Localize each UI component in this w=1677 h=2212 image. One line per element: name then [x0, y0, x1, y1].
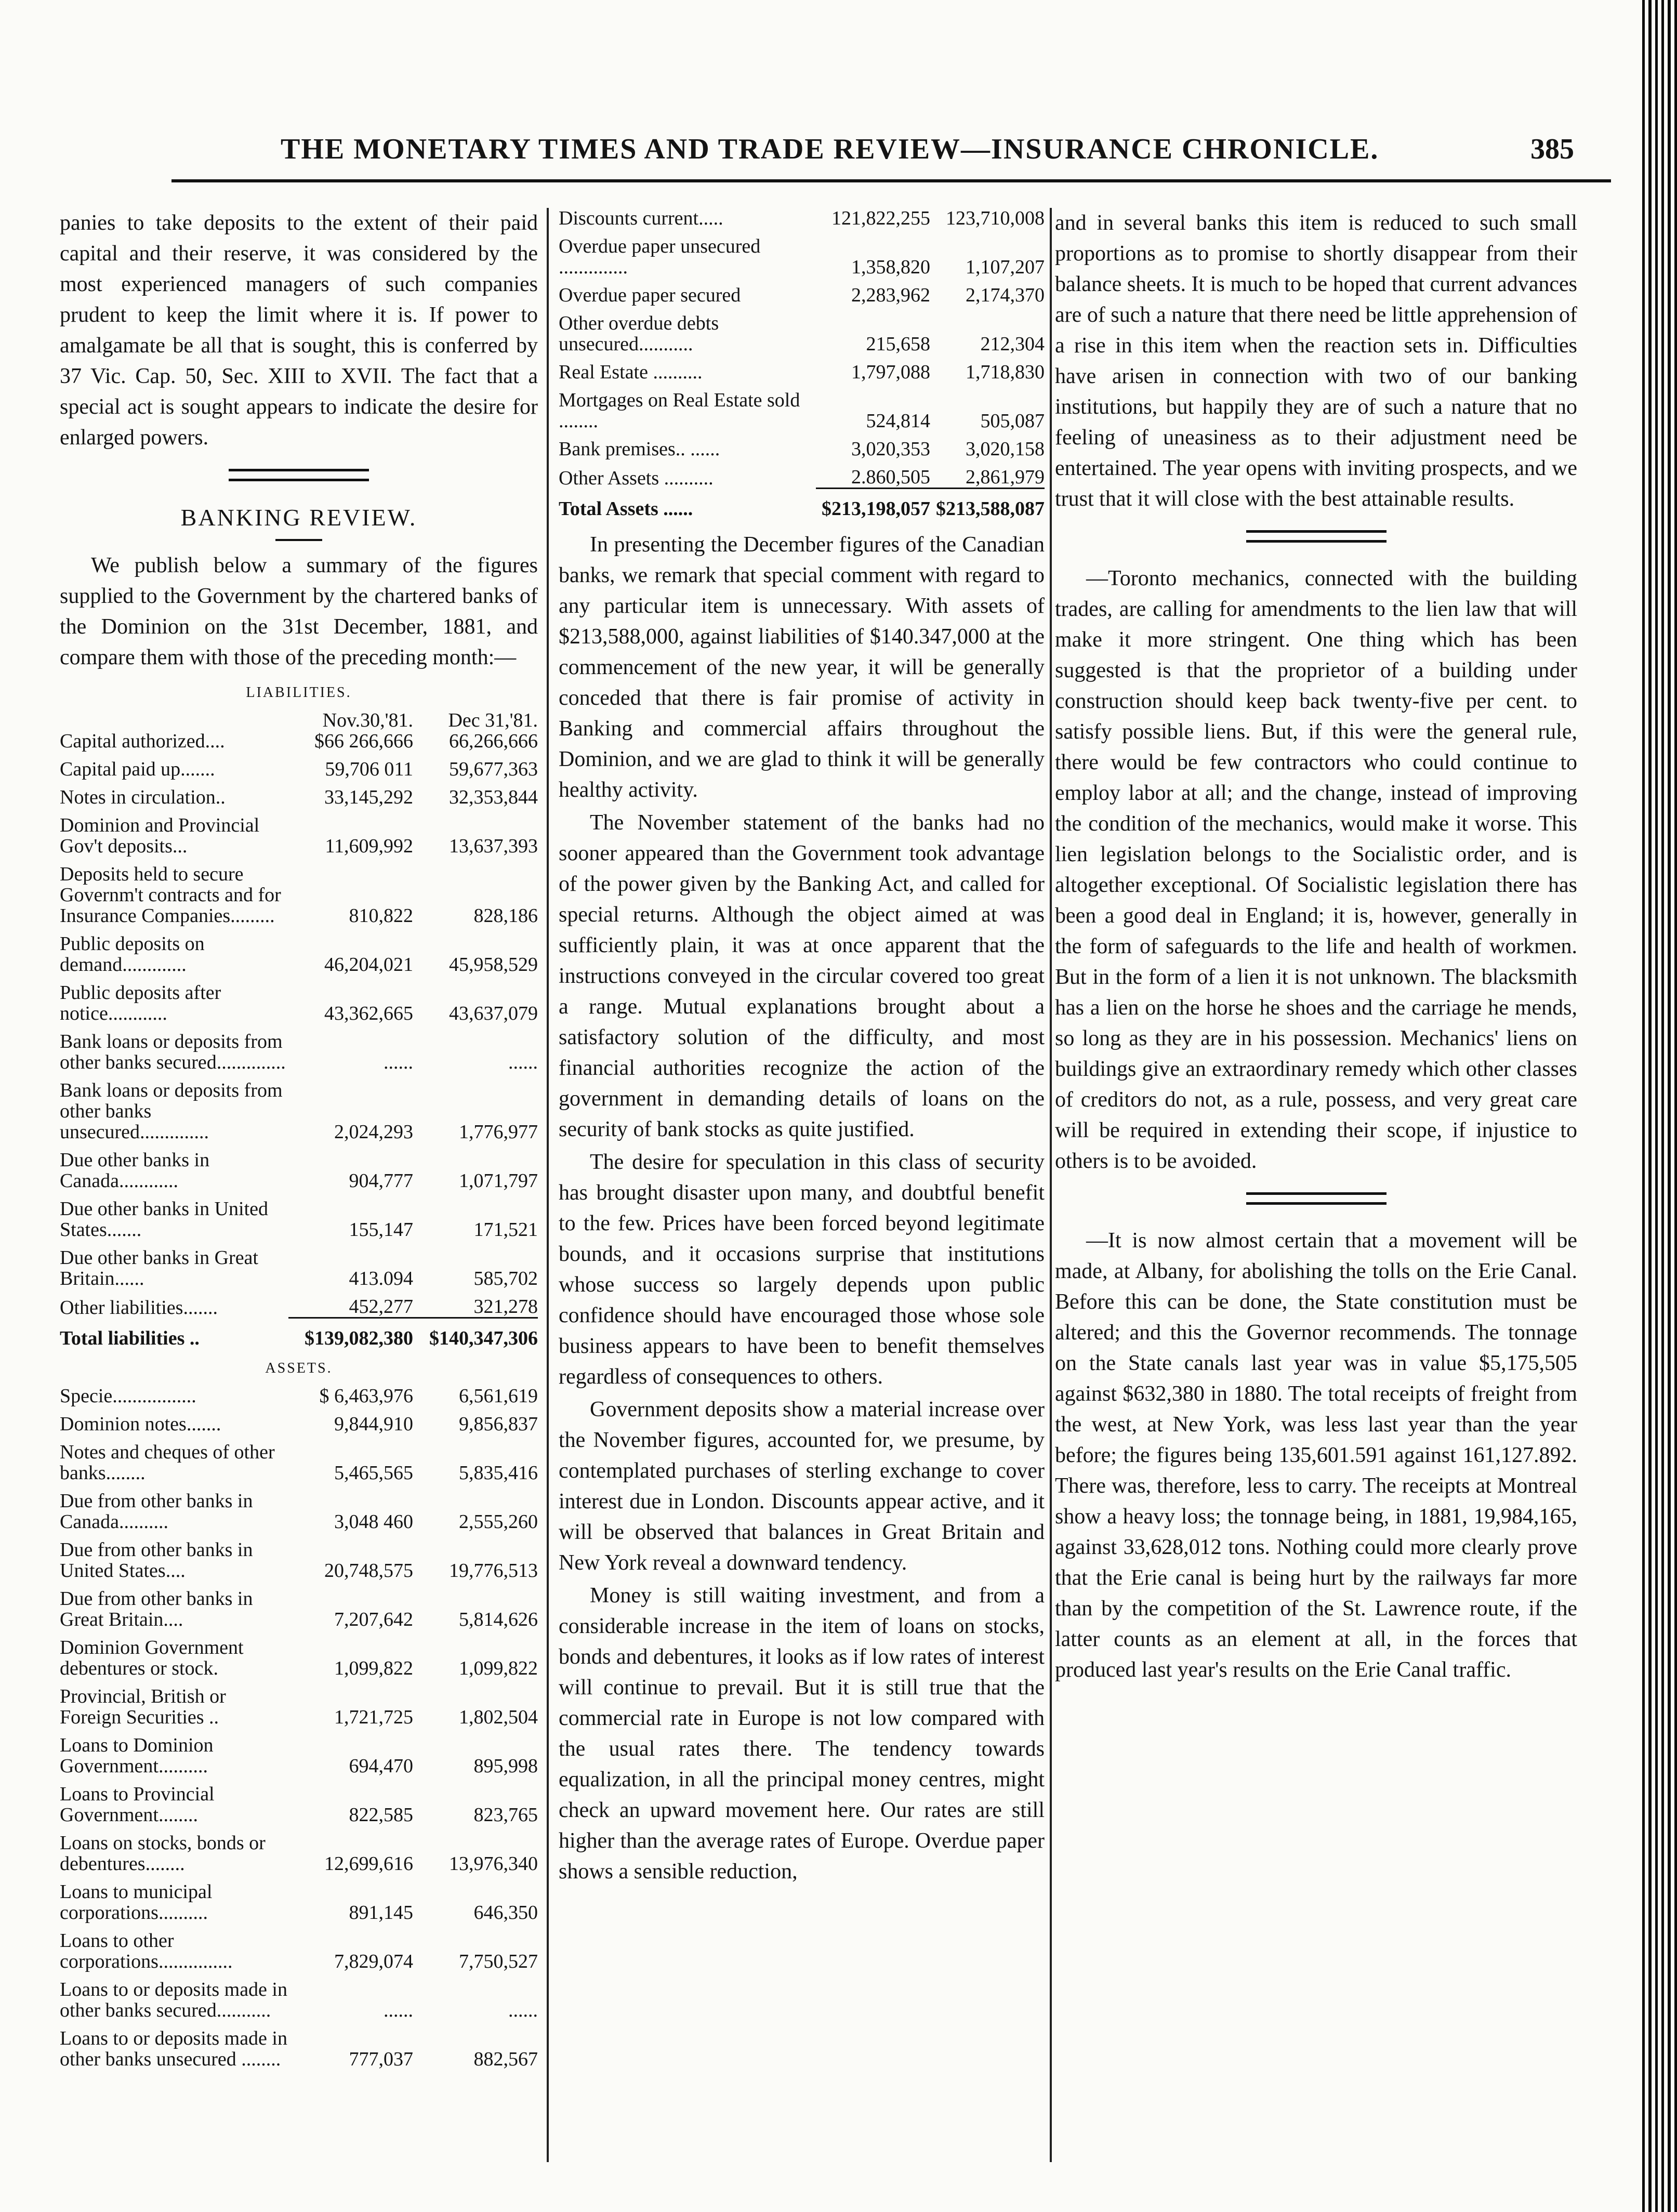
asset-dec-value: 646,350 — [473, 1902, 538, 1924]
column-2 — [559, 208, 1045, 1887]
total-liabilities-dec: $140,347,306 — [413, 1318, 538, 1349]
liability-row — [60, 731, 538, 752]
article-paragraph: Money is still waiting investment, and from a considerable increase in the item of loans on stocks, bonds and debentures, it looks as if low rates of interest will continue to prevail. But it is still true that the commercial rate in Europe is not low compared with the usual rates there. The tendency towards equalization, in all the principal money centres, might check an upward movement here. Our rates are still higher than the average rates of Europe. Overdue paper shows a sensible reduction, — [559, 1584, 1045, 1884]
asset-dec-value: 2,555,260 — [459, 1511, 538, 1533]
asset-dec-value: 2,174,370 — [966, 284, 1045, 306]
asset-label: Due from other banks in Great Britain.... — [60, 1588, 253, 1630]
asset-row — [60, 1386, 538, 1406]
liability-nov-value: 155,147 — [349, 1219, 413, 1241]
asset-label: Loans to other corporations............... — [60, 1930, 233, 1972]
asset-nov-value: 777,037 — [349, 2048, 413, 2070]
liability-label: Public deposits on demand............. — [60, 933, 205, 976]
asset-row — [559, 459, 1045, 489]
liability-row — [60, 1024, 538, 1073]
liability-dec-value: 66,266,666 — [449, 730, 538, 752]
liability-label: Dominion and Provincial Gov't deposits... — [60, 814, 260, 857]
asset-nov-value: 7,829,074 — [334, 1951, 413, 1972]
liability-dec-value: 1,776,977 — [459, 1121, 538, 1143]
asset-dec-value: 1,099,822 — [459, 1657, 538, 1679]
asset-row — [60, 1923, 538, 1972]
asset-nov-value: ...... — [384, 1999, 413, 2021]
liability-row — [60, 1142, 538, 1191]
column-divider-1 — [547, 208, 549, 2162]
asset-nov-value: 215,658 — [866, 333, 930, 355]
liability-nov-value: 452,277 — [349, 1296, 413, 1318]
liability-dec-value: 59,677,363 — [449, 758, 538, 780]
asset-dec-value: 212,304 — [980, 333, 1045, 355]
asset-label: Overdue paper secured — [559, 284, 741, 306]
asset-label: Specie................. — [60, 1385, 196, 1407]
article-paragraph: The desire for speculation in this class of security has brought disaster upon many, and doubtful benefit to the few. Prices have been forced beyond legitimate bounds, and it occasions surprise that institutions whose success so largely depends upon public confidence should have encouraged those whose sole business appears to have been to benefit themselves regardless of consequences to others. — [559, 1150, 1045, 1389]
asset-row — [559, 278, 1045, 306]
liability-row — [60, 1191, 538, 1240]
asset-label: Loans to municipal corporations.......... — [60, 1881, 213, 1924]
column-header-dec: Dec 31,'81. — [448, 709, 538, 731]
asset-label: Discounts current..... — [559, 207, 723, 229]
liability-dec-value: 43,637,079 — [449, 1003, 538, 1024]
liability-row — [60, 1073, 538, 1142]
asset-nov-value: 20,748,575 — [324, 1560, 413, 1582]
title-rule — [275, 539, 322, 541]
asset-nov-value: $ 6,463,976 — [319, 1385, 413, 1407]
asset-label: Notes and cheques of other banks........ — [60, 1441, 275, 1484]
page-header-title: THE MONETARY TIMES AND TRADE REVIEW—INSURANCE CHRONICLE. — [281, 133, 1379, 165]
liability-label: Due other banks in Great Britain...... — [60, 1247, 258, 1289]
total-liabilities-label: Total liabilities .. — [60, 1327, 200, 1349]
asset-label: Other Assets .......... — [559, 467, 714, 489]
section-separator — [229, 469, 369, 481]
liability-nov-value: 33,145,292 — [324, 786, 413, 808]
asset-row — [60, 1776, 538, 1825]
liability-dec-value: 13,637,393 — [449, 835, 538, 857]
asset-row — [559, 306, 1045, 354]
asset-row — [60, 1728, 538, 1776]
asset-row — [60, 1406, 538, 1434]
liability-row — [60, 1289, 538, 1318]
liability-row — [60, 752, 538, 780]
asset-nov-value: 9,844,910 — [334, 1413, 413, 1435]
asset-nov-value: 1,721,725 — [334, 1706, 413, 1728]
asset-nov-value: 3,020,353 — [851, 438, 930, 460]
liability-row — [60, 1240, 538, 1289]
article-paragraph: The November statement of the banks had no sooner appeared than the Government took advantage of the power given by the Banking Act, and called for special returns. Although the object aimed at was sufficiently plain, it was at once apparent that the instructions conveyed in the circular covered too great a range. Mutual explanations brought about a satisfactory solution of the difficulty, and most financial authorities recognize the action of the government in demanding details of loans on the security of bank stocks as quite justified. — [559, 811, 1045, 1141]
total-liabilities-nov: $139,082,380 — [288, 1318, 413, 1349]
asset-label: Other overdue debts unsecured........... — [559, 312, 719, 355]
asset-nov-value: 7,207,642 — [334, 1609, 413, 1630]
asset-row — [60, 1972, 538, 2021]
header-rule — [171, 179, 1611, 182]
liability-label: Public deposits after notice............ — [60, 982, 221, 1024]
asset-row — [60, 1825, 538, 1874]
section-title: BANKING REVIEW. — [180, 504, 417, 531]
asset-label: Loans to or deposits made in other banks unsecured ........ — [60, 2027, 287, 2070]
asset-row — [559, 431, 1045, 459]
liabilities-label: LIABILITIES. — [246, 684, 352, 701]
liability-row — [60, 975, 538, 1024]
col1-intro-paragraph: panies to take deposits to the extent of their paid capital and their reserve, it was considered by the most experienced managers of such companies prudent to keep the limit where it is. If power to amalgamate be all that is sought, this is conferred by 37 Vic. Cap. 50, Sec. XIII to XVII. The fact that a special act is sought appears to indicate the desire for enlarged powers. — [60, 211, 538, 450]
asset-row — [60, 1630, 538, 1679]
liability-dec-value: 321,278 — [473, 1296, 538, 1318]
asset-dec-value: 5,814,626 — [459, 1609, 538, 1630]
assets-table — [60, 1386, 538, 2070]
liability-label: Capital authorized.... — [60, 730, 225, 752]
liability-nov-value: 46,204,021 — [324, 954, 413, 976]
column-header-nov: Nov.30,'81. — [322, 709, 413, 731]
asset-row — [60, 1874, 538, 1923]
assets-continued-table — [559, 208, 1045, 519]
asset-nov-value: 2.860,505 — [851, 466, 930, 488]
asset-row — [60, 1679, 538, 1728]
liability-row — [60, 808, 538, 857]
erie-canal-article: —It is now almost certain that a movement will be made, at Albany, for abolishing the tolls on the Erie Canal. Before this can be done, the State constitution must be altered; and this the Governor recommends. The tonnage on the State canals last year was in value $5,175,505 against $632,380 in 1880. The total receipts of freight from the west, at New York, was less last year than the year before; the figures being 135,601.591 against 161,127.892. There was, therefore, less to carry. The receipts at Montreal show a heavy loss; the tonnage being, in 1881, 19,984,165, against 33,628,012 tons. Nothing could more clearly prove that the Erie canal is being hurt by the railways far more than by the competition of the St. Lawrence route, if the latter counts as an element at all, in the forces that produced last year's results on the Erie Canal traffic. — [1055, 1229, 1577, 1682]
page-number: 385 — [1530, 133, 1574, 165]
liability-label: Deposits held to secure Governm't contracts and for Insurance Companies......... — [60, 863, 281, 927]
asset-dec-value: 3,020,158 — [966, 438, 1045, 460]
asset-label: Real Estate .......... — [559, 361, 703, 383]
liability-nov-value: 904,777 — [349, 1170, 413, 1192]
asset-dec-value: 5,835,416 — [459, 1462, 538, 1484]
liability-row — [60, 926, 538, 975]
asset-dec-value: 123,710,008 — [946, 207, 1045, 229]
asset-label: Bank premises.. ...... — [559, 438, 720, 460]
liability-nov-value: 2,024,293 — [334, 1121, 413, 1143]
asset-row — [559, 229, 1045, 278]
asset-row — [559, 383, 1045, 431]
asset-label: Dominion Government debentures or stock. — [60, 1637, 244, 1679]
liability-label: Due other banks in Canada............ — [60, 1149, 210, 1192]
asset-dec-value: 2,861,979 — [966, 466, 1045, 488]
asset-nov-value: 5,465,565 — [334, 1462, 413, 1484]
asset-label: Dominion notes....... — [60, 1413, 221, 1435]
asset-label: Provincial, British or Foreign Securities .. — [60, 1686, 226, 1728]
liability-nov-value: 413.094 — [349, 1268, 413, 1289]
asset-row — [60, 1483, 538, 1532]
liability-dec-value: 828,186 — [473, 905, 538, 927]
liability-nov-value: 59,706 011 — [325, 758, 413, 780]
asset-label: Loans on stocks, bonds or debentures........ — [60, 1832, 266, 1875]
total-assets-dec: $213,588,087 — [930, 489, 1045, 520]
liability-nov-value: 11,609,992 — [325, 835, 413, 857]
liability-label: Notes in circulation.. — [60, 786, 226, 808]
asset-label: Mortgages on Real Estate sold ........ — [559, 389, 800, 432]
asset-label: Due from other banks in United States.... — [60, 1539, 253, 1582]
column-1 — [60, 208, 538, 2070]
article-separator — [1246, 530, 1387, 543]
asset-nov-value: 891,145 — [349, 1902, 413, 1924]
liability-dec-value: 32,353,844 — [449, 786, 538, 808]
asset-dec-value: 823,765 — [473, 1804, 538, 1826]
asset-dec-value: 13,976,340 — [449, 1853, 538, 1875]
asset-dec-value: 1,718,830 — [966, 361, 1045, 383]
asset-label: Overdue paper unsecured .............. — [559, 235, 761, 278]
banking-review-conclusion: and in several banks this item is reduced to such small proportions as to promise to shortly disappear from their balance sheets. It is much to be hoped that current advances are of such a nature that there need be little apprehension of a rise in this item when the reaction sets in. Difficulties have arisen in connection with two of our banking institutions, but happily they are of such a nature that no feeling of uneasiness as to their adjustment need be entertained. The year opens with inviting prospects, and we trust that it will close with the best attainable results. — [1055, 211, 1577, 511]
liability-dec-value: 45,958,529 — [449, 954, 538, 976]
liabilities-table — [60, 710, 538, 1349]
liability-row — [60, 857, 538, 926]
liability-dec-value: 171,521 — [473, 1219, 538, 1241]
asset-dec-value: 895,998 — [473, 1755, 538, 1777]
column-3 — [1055, 208, 1577, 1686]
total-assets-label: Total Assets ...... — [559, 498, 693, 520]
liability-label: Capital paid up....... — [60, 758, 215, 780]
article-paragraph: In presenting the December figures of the Canadian banks, we remark that special comment with regard to any particular item is unnecessary. With assets of $213,588,000, against liabilities of $140.347,000 at the commencement of the new year, it will be generally conceded that there is fair promise of activity in Banking and commercial affairs throughout the Dominion, and we are glad to think it will be generally healthy activity. — [559, 533, 1045, 802]
section-intro-paragraph: We publish below a summary of the figures supplied to the Government by the chartered banks of the Dominion on the 31st December, 1881, and compare them with those of the preceding month:— — [60, 554, 538, 669]
article-separator — [1246, 1192, 1387, 1205]
asset-row — [60, 1434, 538, 1483]
liability-label: Due other banks in United States....... — [60, 1198, 269, 1241]
page-edge-bars — [1642, 0, 1677, 2212]
asset-nov-value: 12,699,616 — [324, 1853, 413, 1875]
asset-dec-value: 505,087 — [980, 410, 1045, 432]
total-assets-nov: $213,198,057 — [816, 489, 930, 520]
asset-nov-value: 1,099,822 — [334, 1657, 413, 1679]
asset-label: Due from other banks in Canada.......... — [60, 1490, 253, 1533]
liability-nov-value: $66 266,666 — [314, 730, 413, 752]
article-paragraph: Government deposits show a material increase over the November figures, accounted for, we presume, by contemplated purchases of sterling exchange to cover interest due in London. Discounts appear active, and it will be observed that balances in Great Britain and New York reveal a downward tendency. — [559, 1398, 1045, 1575]
asset-nov-value: 822,585 — [349, 1804, 413, 1826]
asset-nov-value: 1,358,820 — [851, 256, 930, 278]
asset-dec-value: 1,107,207 — [966, 256, 1045, 278]
liability-nov-value: ...... — [384, 1051, 413, 1073]
asset-label: Loans to Dominion Government.......... — [60, 1734, 214, 1777]
asset-label: Loans to or deposits made in other banks secured........... — [60, 1979, 287, 2021]
asset-dec-value: 7,750,527 — [459, 1951, 538, 1972]
column-divider-2 — [1050, 208, 1052, 2162]
asset-nov-value: 694,470 — [349, 1755, 413, 1777]
asset-dec-value: 19,776,513 — [449, 1560, 538, 1582]
asset-dec-value: 1,802,504 — [459, 1706, 538, 1728]
asset-dec-value: 6,561,619 — [459, 1385, 538, 1407]
liability-dec-value: 585,702 — [473, 1268, 538, 1289]
asset-row — [60, 2021, 538, 2070]
liability-nov-value: 43,362,665 — [324, 1003, 413, 1024]
asset-nov-value: 3,048 460 — [334, 1511, 413, 1533]
asset-row — [559, 208, 1045, 229]
asset-nov-value: 524,814 — [866, 410, 930, 432]
liability-dec-value: ...... — [508, 1051, 538, 1073]
asset-label: Loans to Provincial Government........ — [60, 1783, 215, 1826]
liability-row — [60, 780, 538, 808]
asset-nov-value: 1,797,088 — [851, 361, 930, 383]
liability-label: Bank loans or deposits from other banks unsecured.............. — [60, 1079, 283, 1143]
asset-dec-value: 9,856,837 — [459, 1413, 538, 1435]
toronto-mechanics-article: —Toronto mechanics, connected with the building trades, are calling for amendments to the lien law that will make it more stringent. One thing which has been suggested is that the proprietor of a building under construction should keep back twenty-five per cent. to satisfy possible liens. But, if this were the general rule, there would be few contractors who could continue to employ labor at all; and the change, instead of improving the condition of the mechanics, would make it worse. This lien legislation belongs to the Socialistic order, and is altogether exceptional. Of Socialistic legislation there has been a good deal in England; it is, however, generally in the form of safeguards to the life and health of workmen. But in the form of a lien it is not unknown. The blacksmith has a lien on the horse he shoes and the carriage he mends, so long as they are in his possession. Mechanics' liens on buildings give an extraordinary remedy which other classes of creditors do not, as a rule, possess, and very great care will be required in extending their scope, if injustice to others is to be avoided. — [1055, 567, 1577, 1173]
asset-nov-value: 121,822,255 — [831, 207, 930, 229]
asset-row — [60, 1532, 538, 1581]
asset-dec-value: 882,567 — [473, 2048, 538, 2070]
asset-row — [559, 354, 1045, 383]
asset-row — [60, 1581, 538, 1630]
liability-dec-value: 1,071,797 — [459, 1170, 538, 1192]
liability-nov-value: 810,822 — [349, 905, 413, 927]
liability-label: Other liabilities....... — [60, 1296, 218, 1319]
assets-label: ASSETS. — [265, 1360, 333, 1376]
asset-nov-value: 2,283,962 — [851, 284, 930, 306]
liability-label: Bank loans or deposits from other banks secured.............. — [60, 1031, 286, 1073]
asset-dec-value: ...... — [508, 1999, 538, 2021]
